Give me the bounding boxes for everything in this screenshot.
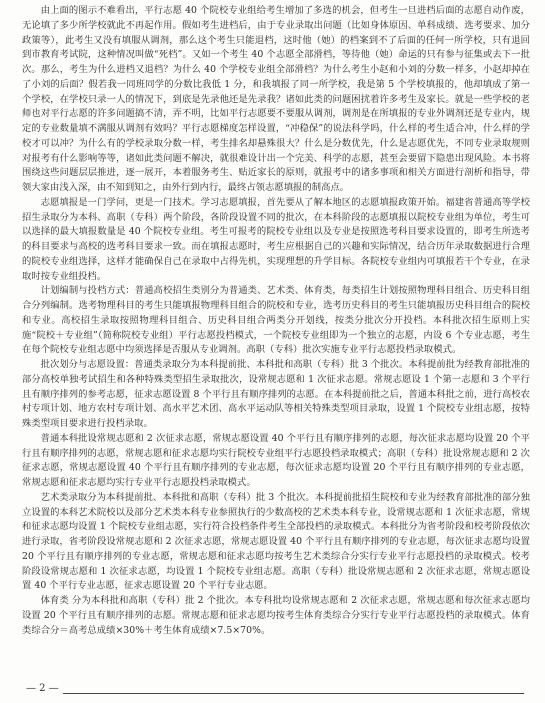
page-number: — 2 —: [22, 683, 63, 694]
paragraph: 艺术类录取分为本科提前批、本科批和高职（专科）批 3 个批次。本科提前批招生院校和专业为经教育部批准的部分独立设置的本科艺术院校以及部分艺术类本科专业参照执行的少数高校的艺术类本科专业，设常规志愿和 1 次征求志愿，常规和征求志愿均设置 1 个院校专业组志愿，实行符合投档条件考生全部投档的录取模式。本科批分为省考阶段和校考阶段依次进行录取，省考阶段设常规志愿和 2 次征求志愿，常规志愿设置 40 个平行且有顺序排列的专业志愿，每次征求志愿均设置 20 个平行且有顺序排列的专业志愿，常规志愿和征求志愿均按考生艺术类综合分实行专业平行志愿投档的录取模式。校考阶段设常规志愿和 1 次征求志愿，均设置 1 个院校专业组志愿。高职（专科）批设常规志愿和 2 次征求志愿，常规志愿设置 40 个平行专业志愿，征求志愿设置 20 个平行专业志愿。: [22, 491, 530, 592]
paragraph: 体育类 分为本科批和高职（专科）批 2 个批次。本专科批均设常规志愿和 2 次征求志愿，常规志愿和每次征求志愿均设置 20 个平行且有顺序排列的志愿。常规志愿和征求志愿均按考生体育类综合分实行专业平行志愿投档的录取模式。体育类综合分＝高考总成绩×30%＋考生体育成绩×7.5×70%。: [22, 595, 530, 636]
body-text: [22, 4, 530, 638]
paragraph: 志愿填报是一门学问，更是一门技术。学习志愿填报，首先要从了解本地区的志愿填报政策开始。福建省普通高等学校招生录取分为本科、高职（专科）两个阶段，各阶段设置不同的批次，在本科阶段的志愿填报以院校专业组为单位，考生可以选择的最大填报数量是 40 个院校专业组。考生可报考的院校专业组以及专业是按照选考科目要求设置的，即考生所选考的科目要求与高校的选考科目要求一致。而在填报志愿时，考生应根据自己的兴趣和实际情况，结合历年录取数据进行合理的院校专业组选择，这样才能确保自己在录取中占得先机，实现理想的升学目标。各院校专业组内可填报若干个专业，在录取时按专业组投档。: [22, 196, 530, 282]
paragraph: 计划编制与投档方式：普通高校招生类别分为普通类、艺术类、体育类，每类招生计划按照物理科目组合、历史科目组合分列编制。选考物理科目的考生只能填报物理科目组合的院校和专业，选考历史科目的考生只能填报历史科目组合的院校和专业。高校招生录取按照物理科目组合、历史科目组合两类分开划线，按类分批次分开投档。本科批次招生原则上实施“院校＋专业组”（简称院校专业组）平行志愿投档模式，一个院校专业组即为一个独立的志愿，内设 6 个专业志愿，考生在每个院校专业组志愿中均须选择是否服从专业调剂。高职（专科）批次实施专业平行志愿投档录取模式。: [22, 285, 530, 356]
paragraph: 由上面的图示不难看出，平行志愿 40 个院校专业组给考生增加了多选的机会，但考生一旦进档后面的志愿自动作废，无论填了多少所学校就此不再起作用。假如考生进档后，由于专业录取出问题（比如身体原因、单科成绩、选考要求、加分政策等），此考生又没有填服从调剂，那么这个考生只能退档，这时他（她）的档案到不了后面的任何一所学校，只有退回到市教育考试院，这种情况叫做“死档”。又如一个考生 40 个志愿全部滑档，等待他（她）命运的只有参与征集或去下一批次。那么，考生为什么进档又退档？为什么 40 个学校专业组全部滑档？为什么考生小赵和小刘的分数一样多，小赵却掉在了小刘的后面？假若我一同班同学的分数比我低 1 分，和我填报了同一所学校，我是第 5 个学校填报的，他却填成了第一个学校，在学校只录一人的情况下，到底是先录他还是先录我？诸如此类的问题困扰着许多考生及家长。就是一些学校的老师也对平行志愿的许多问题搞不清，弄不明，比如平行志愿要不要服从调剂，调剂是在所填报的专业外调剂还是专业内，规定的专业数量填不满服从调剂有效吗？平行志愿梯度怎样设置，“冲稳保”的说法科学吗，什么样的考生适合冲，什么样的学校才可以冲？为什么有的学校录取分数一样，考生排名却悬殊很大？什么是分数优先，什么是志愿优先，不同专业录取规则对报考有什么影响等等，诸如此类问题不解决，就很难设计出一个完美、科学的志愿，甚至会要留下隐患出现风险。本书将围绕这些问题层层推进，逐一展开，本着服务考生、贴近家长的原则，就报考中的诸多事项和相关方面进行剖析和指导，带领大家由浅入深，由不知到知之，由外行到内行，最终占领志愿填报的制高点。: [22, 5, 530, 193]
footer-divider: [22, 693, 524, 694]
paragraph: 批次划分与志愿设置：普通类录取分为本科提前批、本科批和高职（专科）批 3 个批次。本科提前批为经教育部批准的部分高校单独考试招生和各种特殊类型招生录取批次，设常规志愿和 1 次征求志愿。常规志愿设 1 个第一志愿和 3 个平行且有顺序排列的参考志愿，征求志愿设置 8 个平行且有顺序排列的志愿。在本科提前批之后，普通本科批之前，进行高校农村专项计划、地方农村专项计划、高水平艺术团、高水平运动队等相关特殊类型项目录取，设置 1 个院校专业组志愿，按特殊类型项目要求进行投档录取。: [22, 359, 530, 429]
paragraph: 普通本科批设常规志愿和 2 次征求志愿，常规志愿设置 40 个平行且有顺序排列的志愿，每次征求志愿均设置 20 个平行且有顺序排列的志愿，常规志愿和征求志愿均实行院校专业组平行志愿投档录取模式；高职（专科）批设常规志愿和 2 次征求志愿，常规志愿设置 40 个平行且有顺序排列的专业志愿，每次征求志愿均设置 20 个平行且有顺序排列的专业志愿，常规志愿和征求志愿均实行专业平行志愿投档录取模式。: [22, 432, 530, 488]
